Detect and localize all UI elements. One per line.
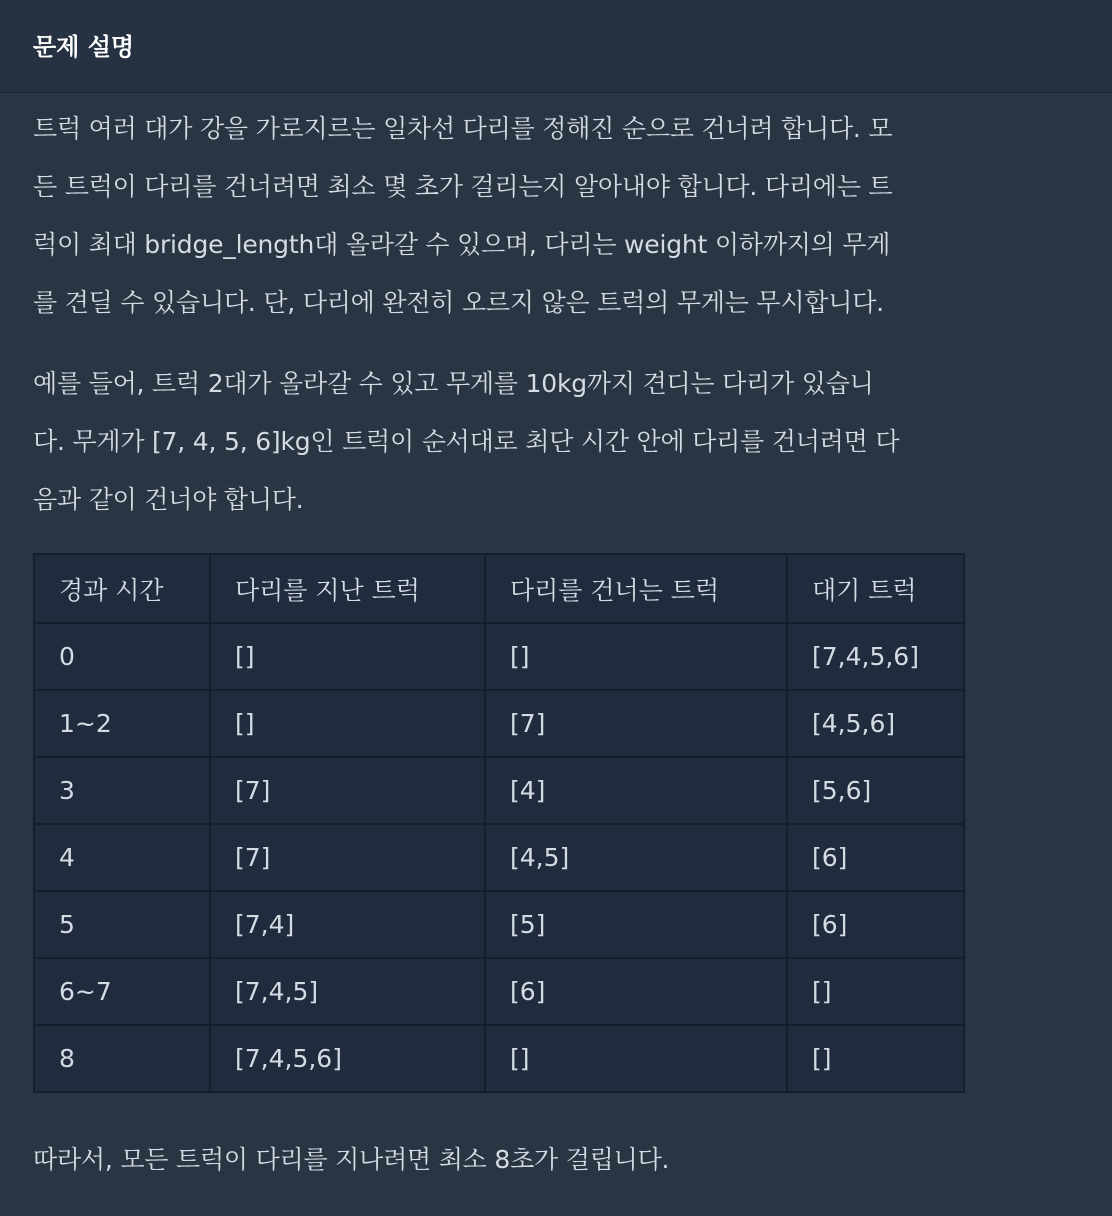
header-waiting-trucks: 대기 트럭: [787, 554, 964, 623]
cell-passed-trucks: [7]: [210, 824, 485, 891]
cell-crossing-trucks: []: [485, 623, 787, 690]
cell-passed-trucks: [7,4]: [210, 891, 485, 958]
cell-passed-trucks: []: [210, 623, 485, 690]
cell-waiting-trucks: [6]: [787, 891, 964, 958]
table-row: [34, 1025, 964, 1092]
table-row: [34, 623, 964, 690]
intro-line: 를 견딜 수 있습니다. 단, 다리에 완전히 오르지 않은 트럭의 무게는 무시합니다.: [33, 288, 884, 317]
header-crossing-trucks: 다리를 건너는 트럭: [485, 554, 787, 623]
example-line: 음과 같이 건너야 합니다.: [33, 485, 304, 514]
cell-crossing-trucks: [6]: [485, 958, 787, 1025]
cell-passed-trucks: []: [210, 690, 485, 757]
cell-passed-trucks: [7,4,5]: [210, 958, 485, 1025]
cell-crossing-trucks: [5]: [485, 891, 787, 958]
table-row: [34, 690, 964, 757]
cell-crossing-trucks: [7]: [485, 690, 787, 757]
cell-waiting-trucks: [6]: [787, 824, 964, 891]
table-header-row: [34, 554, 964, 623]
intro-line: 든 트럭이 다리를 건너려면 최소 몇 초가 걸리는지 알아내야 합니다. 다리에는 트: [33, 172, 893, 201]
header-passed-trucks: 다리를 지난 트럭: [210, 554, 485, 623]
table-row: [34, 824, 964, 891]
cell-waiting-trucks: []: [787, 1025, 964, 1092]
intro-line: 트럭 여러 대가 강을 가로지르는 일차선 다리를 정해진 순으로 건너려 합니다. 모: [33, 114, 893, 143]
conclusion-paragraph: 따라서, 모든 트럭이 다리를 지나려면 최소 8초가 걸립니다.: [33, 1145, 670, 1174]
cell-elapsed-time: 5: [34, 891, 210, 958]
cell-elapsed-time: 0: [34, 623, 210, 690]
example-line: 다. 무게가 [7, 4, 5, 6]kg인 트럭이 순서대로 최단 시간 안에 다리를 건너려면 다: [33, 427, 900, 456]
header-elapsed-time: 경과 시간: [34, 554, 210, 623]
cell-crossing-trucks: [4,5]: [485, 824, 787, 891]
cell-passed-trucks: [7,4,5,6]: [210, 1025, 485, 1092]
cell-crossing-trucks: []: [485, 1025, 787, 1092]
cell-waiting-trucks: []: [787, 958, 964, 1025]
cell-elapsed-time: 3: [34, 757, 210, 824]
intro-line: 럭이 최대 bridge_length대 올라갈 수 있으며, 다리는 weight 이하까지의 무게: [33, 230, 891, 259]
example-line: 예를 들어, 트럭 2대가 올라갈 수 있고 무게를 10kg까지 견디는 다리가 있습니: [33, 369, 874, 398]
section-title: 문제 설명: [33, 33, 135, 61]
cell-elapsed-time: 1~2: [34, 690, 210, 757]
simulation-table: [33, 553, 965, 1093]
cell-elapsed-time: 4: [34, 824, 210, 891]
table-row: [34, 891, 964, 958]
table-row: [34, 757, 964, 824]
cell-elapsed-time: 8: [34, 1025, 210, 1092]
cell-waiting-trucks: [7,4,5,6]: [787, 623, 964, 690]
cell-waiting-trucks: [5,6]: [787, 757, 964, 824]
cell-passed-trucks: [7]: [210, 757, 485, 824]
intro-paragraph: [33, 100, 1083, 332]
cell-waiting-trucks: [4,5,6]: [787, 690, 964, 757]
example-paragraph: [33, 355, 1083, 529]
section-header: [0, 0, 1112, 93]
cell-crossing-trucks: [4]: [485, 757, 787, 824]
cell-elapsed-time: 6~7: [34, 958, 210, 1025]
table-row: [34, 958, 964, 1025]
